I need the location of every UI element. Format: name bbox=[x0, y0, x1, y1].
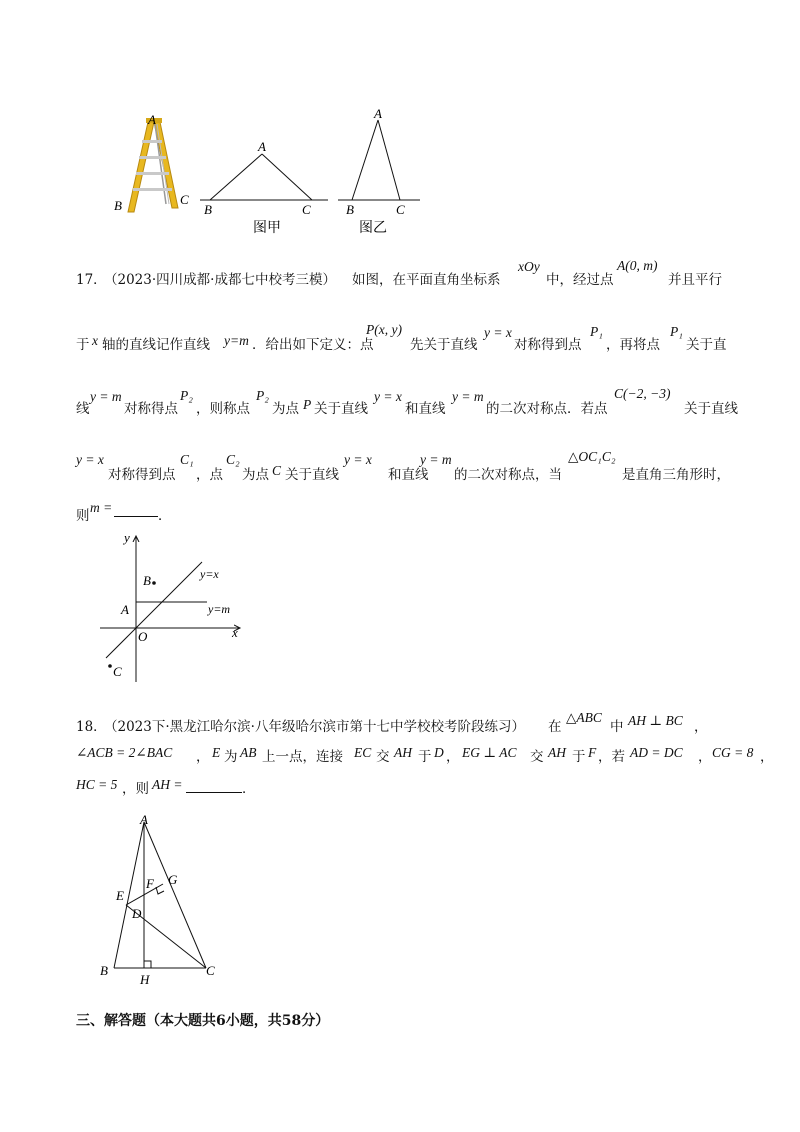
q17-text: 对称得到点 bbox=[514, 337, 582, 353]
point-label-a: A bbox=[121, 602, 129, 617]
q18-math: AH bbox=[548, 745, 566, 760]
q17-text: 关于直线 bbox=[684, 401, 738, 417]
question-count: 6 bbox=[216, 1013, 226, 1029]
q17-text: 线 bbox=[76, 401, 90, 417]
q18-number: 18． bbox=[76, 719, 107, 735]
q17-math: y = x bbox=[484, 325, 512, 340]
q17-math: y = m bbox=[90, 389, 122, 404]
q17-text: 先关于直线 bbox=[410, 337, 478, 353]
q18-math: CG = 8 bbox=[712, 745, 754, 760]
q18-math: F bbox=[588, 745, 597, 760]
jia-label-c: C bbox=[302, 202, 311, 217]
q17-math: y = m bbox=[420, 452, 452, 467]
line-label-ym: y=m bbox=[208, 602, 231, 616]
q17-math: C₁ bbox=[180, 452, 194, 467]
q17-math: P₁ bbox=[590, 324, 603, 339]
section-note: 分） bbox=[301, 1013, 330, 1029]
q18-source: （2023下·黑龙江哈尔滨·八年级哈尔滨市第十七中学校校考阶段练习） bbox=[104, 719, 525, 735]
q17-text: 于 bbox=[76, 337, 90, 353]
q17-text: 中，经过点 bbox=[546, 272, 614, 288]
q18-text: 于 bbox=[572, 749, 586, 765]
q17-math: P₂ bbox=[256, 388, 269, 403]
q17-number: 17． bbox=[76, 272, 107, 288]
q18-math: AB bbox=[240, 745, 257, 760]
answer-blank bbox=[114, 516, 158, 517]
label-c: C bbox=[206, 963, 215, 978]
q18-text: 于 bbox=[418, 749, 432, 765]
section-title: 三、解答题 bbox=[76, 1013, 146, 1029]
point-label-b: B bbox=[143, 573, 151, 588]
q18-math: AH ⊥ BC bbox=[628, 713, 683, 728]
q17-math: P₂ bbox=[180, 388, 193, 403]
jia-caption: 图甲 bbox=[253, 220, 281, 236]
answer-blank bbox=[186, 792, 242, 793]
total-score: 58 bbox=[281, 1013, 302, 1029]
q17-math: C₂ bbox=[226, 452, 240, 467]
q17-text: ．给出如下定义：点 bbox=[252, 337, 374, 353]
q17-text: 轴的直线记作直线 bbox=[102, 337, 210, 353]
axis-label-y: y bbox=[124, 530, 130, 545]
label-g: G bbox=[168, 872, 178, 887]
yi-label-c: C bbox=[396, 202, 405, 217]
q18-math: D bbox=[434, 745, 444, 760]
q18-text: ， bbox=[196, 749, 210, 765]
q18-math: HC = 5 bbox=[76, 777, 118, 792]
q18-text: ，则 bbox=[122, 781, 149, 797]
q18-text: ，若 bbox=[598, 749, 625, 765]
q18-math: EG ⊥ AC bbox=[462, 745, 517, 760]
q17-text: 和直线 bbox=[405, 401, 446, 417]
q17-coordinate-figure bbox=[92, 530, 252, 690]
q17-math: y = x bbox=[344, 452, 372, 467]
q17-math: P(x, y) bbox=[366, 322, 402, 337]
q18-text: 中 bbox=[610, 719, 624, 735]
q17-text: 对称得到点 bbox=[108, 467, 176, 483]
q17-text: 的二次对称点．若点 bbox=[486, 401, 608, 417]
q17-math: P bbox=[303, 397, 312, 412]
top-figures bbox=[100, 100, 430, 240]
q17-text: ，再将点 bbox=[606, 337, 660, 353]
ladder-label-b: B bbox=[114, 198, 122, 213]
ladder-label-c: C bbox=[180, 192, 189, 207]
q18-math: AH bbox=[394, 745, 412, 760]
q17-text: 并且平行 bbox=[668, 272, 722, 288]
label-a: A bbox=[140, 812, 148, 827]
q17-math: xOy bbox=[518, 259, 540, 274]
section-note: （本大题共 bbox=[146, 1013, 216, 1029]
q17-source: （2023·四川成都·成都七中校考三模） bbox=[104, 272, 336, 288]
yi-caption: 图乙 bbox=[359, 220, 387, 236]
origin-label: O bbox=[138, 629, 148, 644]
axis-label-x: x bbox=[232, 625, 238, 640]
q17-text: 为点 bbox=[272, 401, 299, 417]
label-h: H bbox=[140, 972, 150, 986]
q18-text: 为 bbox=[224, 749, 238, 765]
q18-triangle-figure bbox=[96, 808, 236, 986]
q18-text: ， bbox=[760, 749, 774, 765]
section-note: 小题，共 bbox=[225, 1013, 282, 1029]
label-f: F bbox=[146, 876, 154, 891]
q18-text: ， bbox=[694, 719, 708, 735]
q17-text: 对称得点 bbox=[124, 401, 178, 417]
q17-math: y = x bbox=[76, 452, 104, 467]
q17-math: A(0, m) bbox=[617, 258, 658, 273]
q18-math: △ABC bbox=[566, 710, 602, 725]
q18-text: 上一点，连接 bbox=[262, 749, 343, 765]
q17-text: 则 bbox=[76, 508, 90, 524]
line-label-yx: y=x bbox=[200, 567, 219, 581]
q18-math: EC bbox=[354, 745, 372, 760]
q18-math: E bbox=[212, 745, 221, 760]
q17-text: ． bbox=[158, 508, 172, 524]
ladder-label-a: A bbox=[148, 112, 156, 127]
q17-text: 关于直线 bbox=[285, 467, 339, 483]
q18-math: AH = bbox=[152, 777, 183, 792]
q17-text: ，则称点 bbox=[196, 401, 250, 417]
figure-yi bbox=[338, 106, 420, 236]
q18-text: 在 bbox=[548, 719, 562, 735]
label-b: B bbox=[100, 963, 108, 978]
q17-text: 关于直线 bbox=[314, 401, 368, 417]
q18-text: ， bbox=[698, 749, 712, 765]
q17-math: y = m bbox=[452, 389, 484, 404]
label-e: E bbox=[116, 888, 124, 903]
q17-text: ，点 bbox=[196, 467, 223, 483]
jia-label-b: B bbox=[204, 202, 212, 217]
q17-math: y = x bbox=[374, 389, 402, 404]
q17-text: 如图，在平面直角坐标系 bbox=[352, 272, 501, 288]
q17-text: 关于直 bbox=[686, 337, 727, 353]
q18-math: ∠ACB = 2∠BAC bbox=[76, 745, 173, 760]
section-heading bbox=[76, 1010, 329, 1030]
ladder-image bbox=[114, 112, 189, 213]
label-d: D bbox=[132, 906, 142, 921]
q18-math: AD = DC bbox=[630, 745, 683, 760]
q17-text: 的二次对称点，当 bbox=[454, 467, 562, 483]
yi-label-b: B bbox=[346, 202, 354, 217]
q17-math: x bbox=[92, 333, 98, 348]
q17-text: 和直线 bbox=[388, 467, 429, 483]
q18-text: 交 bbox=[376, 749, 390, 765]
q18-text: 交 bbox=[530, 749, 544, 765]
yi-label-a: A bbox=[374, 106, 382, 121]
q17-math: C bbox=[272, 463, 282, 478]
q17-text: 为点 bbox=[242, 467, 269, 483]
point-label-c: C bbox=[113, 664, 122, 679]
q17-text: 是直角三角形时， bbox=[622, 467, 730, 483]
q17-math: C(−2, −3) bbox=[614, 386, 671, 401]
q18-text: ， bbox=[446, 749, 460, 765]
figure-jia bbox=[200, 139, 328, 236]
q17-math: y=m bbox=[224, 333, 249, 348]
q17-math: △OC₁C₂ bbox=[568, 449, 616, 464]
jia-label-a: A bbox=[258, 139, 266, 154]
q17-math: P₁ bbox=[670, 324, 683, 339]
q18-text: ． bbox=[242, 781, 256, 797]
q17-math: m = bbox=[90, 500, 113, 515]
